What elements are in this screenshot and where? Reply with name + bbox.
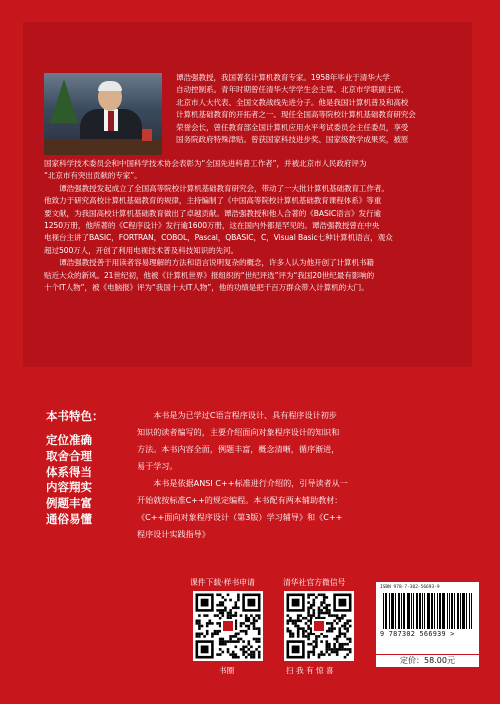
author-photo bbox=[44, 73, 162, 155]
desc-line: 《C++面向对象程序设计（第3版）学习辅导》和《C++ bbox=[137, 512, 343, 522]
desc-line: 程序设计实践指导》 bbox=[137, 529, 210, 539]
qr-caption-wechat: 清华社官方微信号 bbox=[283, 578, 346, 587]
desc-line: 本书是为已学过C语言程序设计、具有程序设计初步 bbox=[153, 410, 337, 420]
desc-line: 知识的读者编写的，主要介绍面向对象程序设计的知识和 bbox=[137, 427, 340, 437]
desc-line: 易于学习。 bbox=[137, 461, 178, 471]
feature-tag: 体系得当 bbox=[46, 464, 92, 479]
bio-line: 贴近大众的新风。21世纪初，他被《计算机世界》报组织的“世纪评选”评为“我国20世纪最有影响的 bbox=[44, 270, 375, 280]
christmas-tree-graphic bbox=[50, 79, 78, 123]
feature-tag: 例题丰富 bbox=[46, 496, 92, 511]
bio-line: 国家科学技术委员会和中国科学技术协会表彰为“全国先进科普工作者”，并被北京市人民政府评为 bbox=[44, 159, 367, 168]
isbn-barcode bbox=[376, 582, 479, 654]
bio-line: 他致力于研究高校计算机基础教育的规律，主持编制了《中国高等院校计算机基础教育课程体系》等重 bbox=[44, 196, 382, 206]
desc-line: 本书是依据ANSI C++标准进行介绍的，引导读者从一 bbox=[153, 478, 348, 488]
feature-tag: 定位准确 bbox=[46, 433, 92, 447]
feature-tag: 内容翔实 bbox=[46, 480, 92, 495]
bio-line: 自动控制系。青年时期曾任清华大学学生会主席、北京市学联副主席、 bbox=[176, 85, 409, 95]
bio-line: 十个IT人物”，被《电脑报》评为“我国十大IT人物”，他的功绩是把千百万群众带入计算机的大门。 bbox=[44, 283, 369, 293]
bio-line: 1250万册，他所著的《C程序设计》发行逾1600万册，这在国内外都是罕见的。谭浩强教授曾在中央 bbox=[44, 221, 380, 231]
feature-tag: 通俗易懂 bbox=[46, 511, 92, 526]
features-description bbox=[137, 407, 472, 543]
desc-line: 开始就按标准C++的规定编程。本书配有两本辅助教材： bbox=[137, 495, 343, 505]
qr-caption-courseware: 课件下载·样书申请 bbox=[190, 578, 255, 587]
isbn-text: ISBN 978-7-302-56693-9 bbox=[380, 585, 440, 590]
feature-tag: 取舍合理 bbox=[46, 448, 92, 463]
feature-tags bbox=[46, 433, 92, 528]
bio-line: 要文献，为我国高校计算机基础教育做出了卓越贡献。谭浩强教授和他人合著的《BASIC语言》发行逾 bbox=[44, 208, 381, 218]
features-title: 本书特色： bbox=[46, 409, 104, 423]
bio-line: 谭浩强教授，我国著名计算机教育专家。1958年毕业于清华大学 bbox=[176, 73, 390, 82]
bio-line: 计算机基础教育的开拓者之一。现任全国高等院校计算机基础教育研究会 bbox=[176, 110, 416, 120]
qr-label-courseware: 书圈 bbox=[219, 666, 235, 675]
bio-line: 北京市人大代表、全国文教战线先进分子。他是我国计算机普及和高校 bbox=[176, 97, 409, 107]
bio-line: 谭浩强教授发起成立了全国高等院校计算机基础教育研究会，带动了一大批计算机基础教育工作者。 bbox=[59, 183, 389, 193]
author-bio-intro bbox=[176, 72, 466, 146]
barcode-bars bbox=[383, 593, 472, 629]
bio-line: 荣誉会长，曾任教育部全国计算机应用水平考试委员会主任委员，享受 bbox=[176, 122, 409, 132]
desc-line: 方法。本书内容全面，例题丰富，概念清晰，循序渐进， bbox=[137, 444, 340, 454]
bio-line: 国务院政府特殊津贴。曾获国家科技进步奖、国家级教学成果奖，被原 bbox=[176, 135, 409, 145]
barcode-number: 9 787302 566939 > bbox=[380, 630, 455, 638]
bio-line: 超过500万人，开创了利用电视技术普及科技知识的先河。 bbox=[44, 245, 239, 255]
author-bio-body bbox=[44, 158, 466, 294]
qr-label-wechat: 扫 我 有 惊 喜 bbox=[286, 666, 334, 675]
qr-code-courseware[interactable] bbox=[193, 591, 263, 661]
bio-line: “北京市有突出贡献的专家”。 bbox=[44, 171, 142, 181]
price-label: 定价：58.00元 bbox=[376, 655, 479, 667]
qr-code-wechat[interactable] bbox=[284, 591, 354, 661]
bio-line: 谭浩强教授善于用读者容易理解的方法和语言说明复杂的概念，许多人认为他开创了计算机书籍 bbox=[59, 258, 374, 268]
bio-line: 电视台主讲了BASIC，FORTRAN，COBOL，Pascal，QBASIC，C，Visual Basic七种计算机语言，观众 bbox=[44, 233, 393, 243]
